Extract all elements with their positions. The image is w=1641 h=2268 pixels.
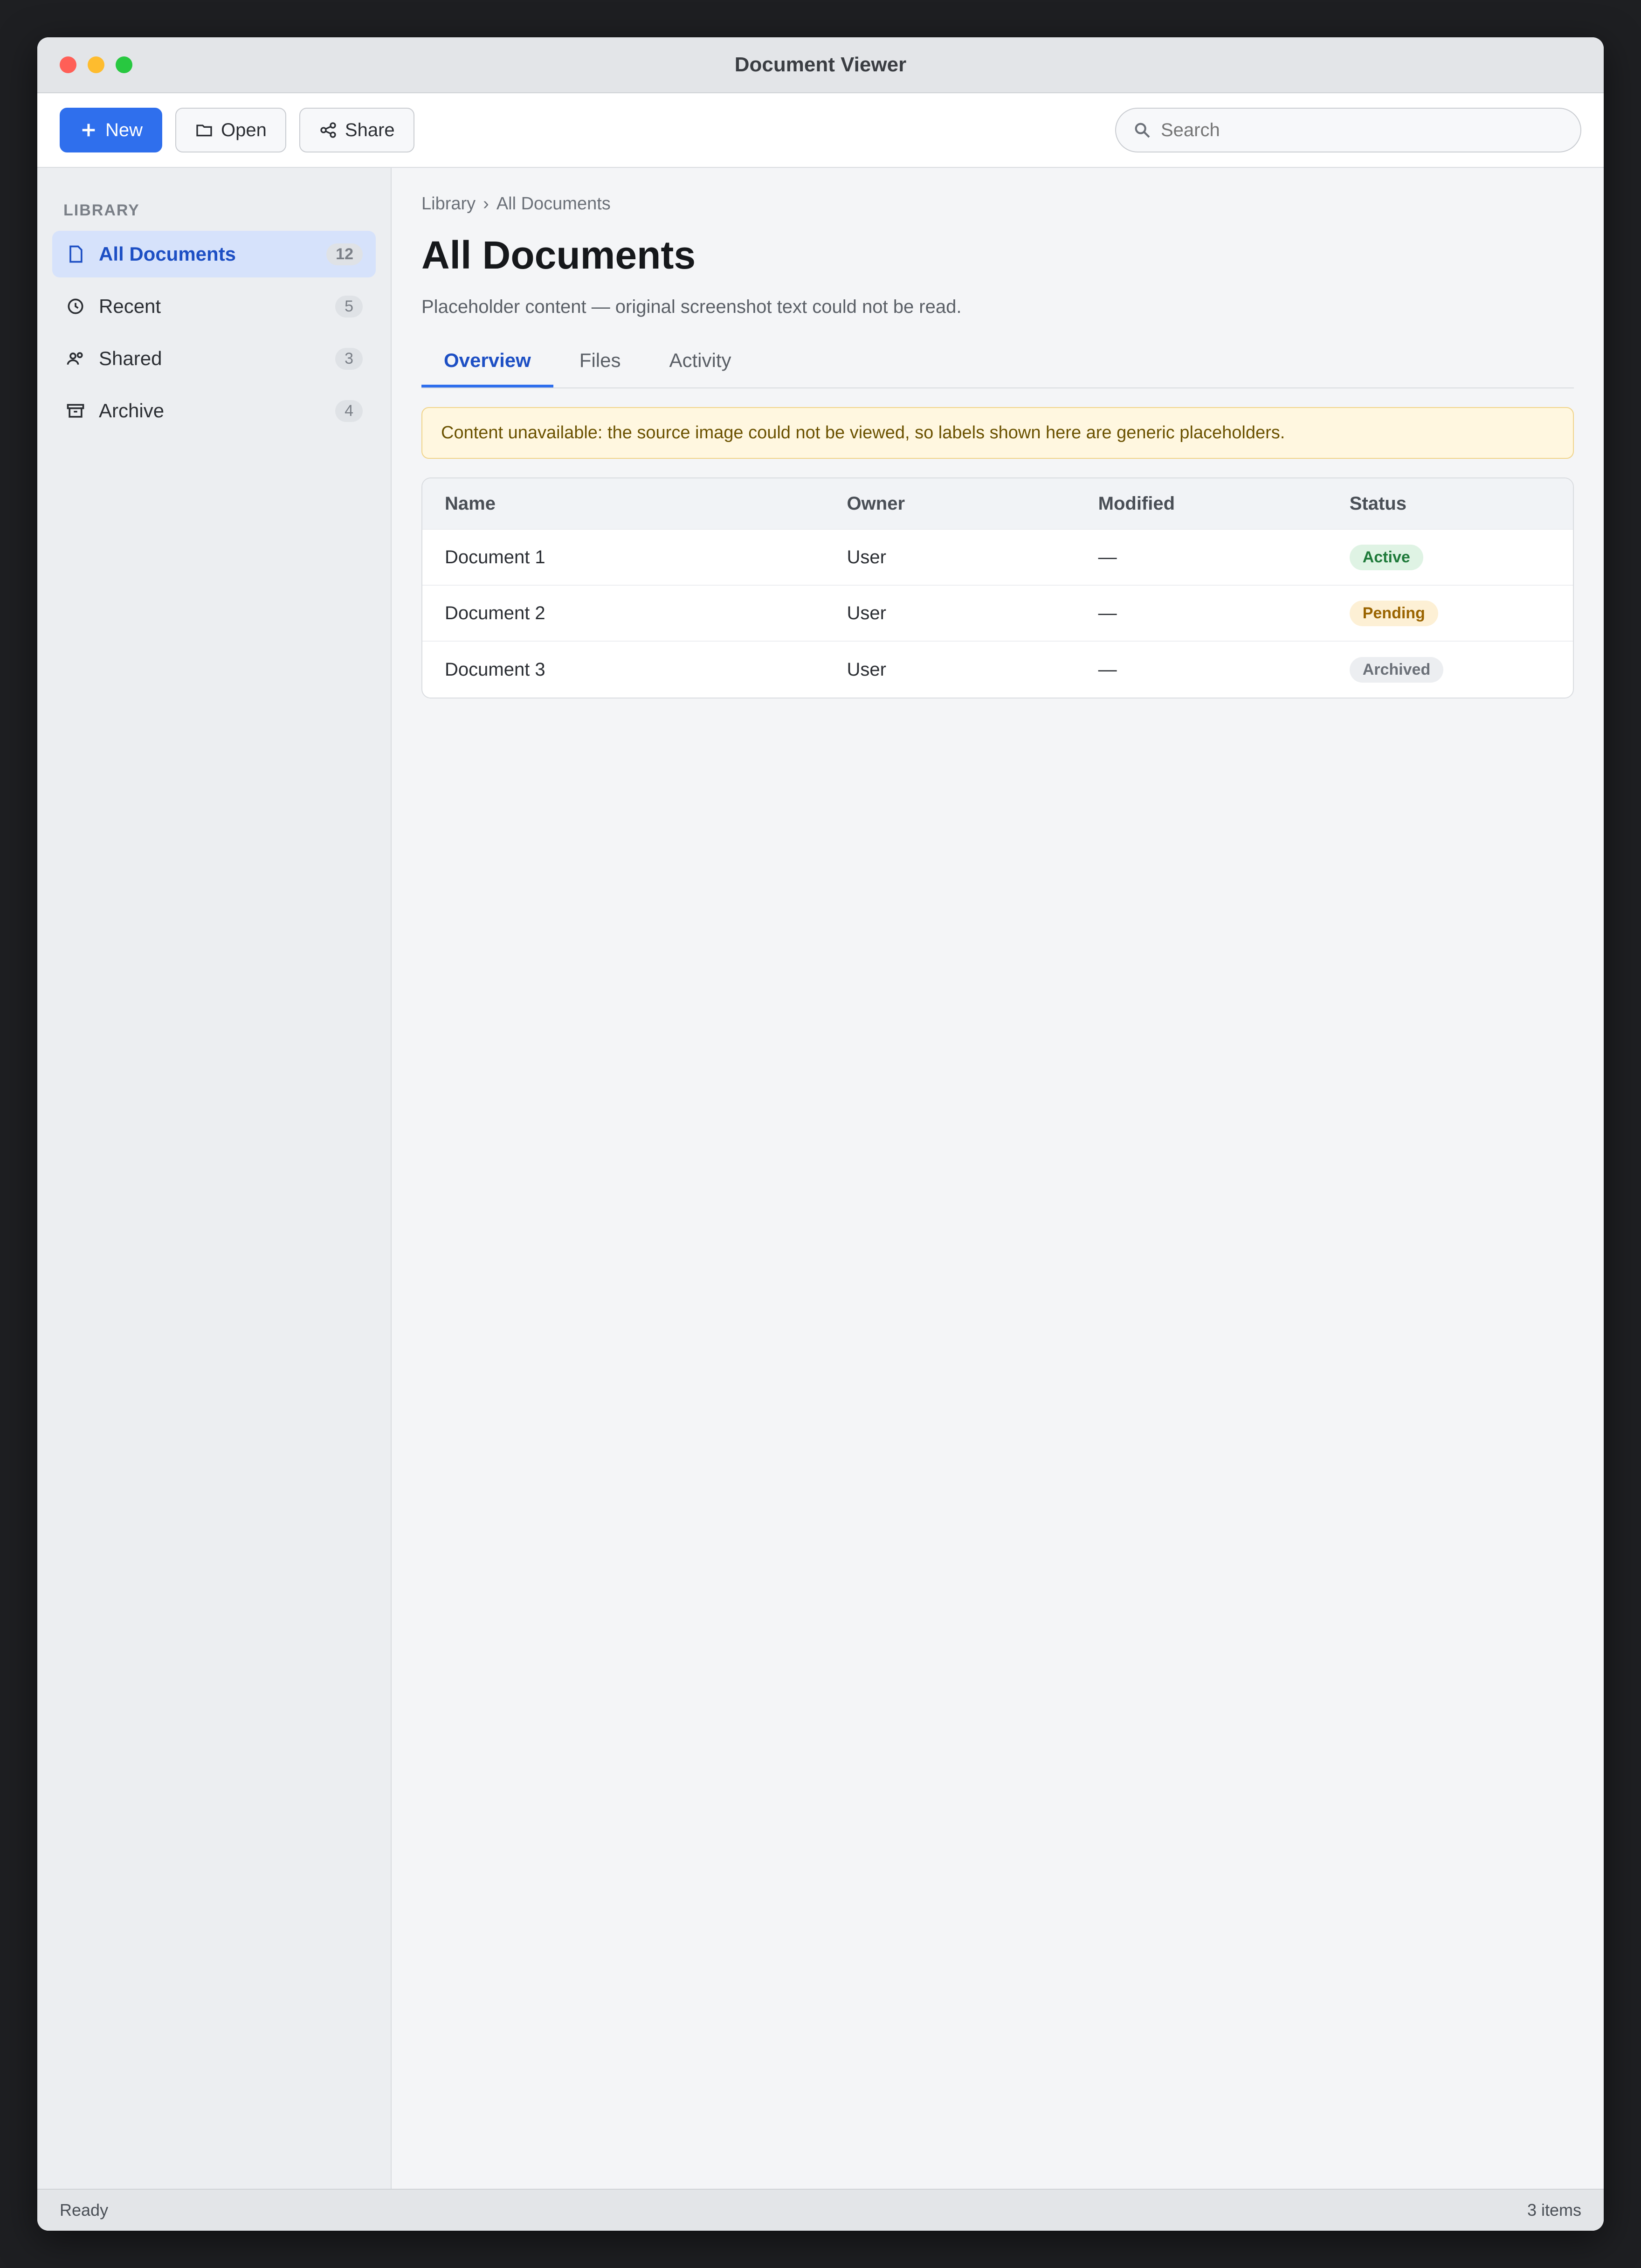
sidebar-item-count: 3: [335, 348, 363, 370]
notice-banner: Content unavailable: the source image could not be viewed, so labels shown here are generic placeholders.: [421, 407, 1574, 459]
toolbar: [37, 93, 1604, 168]
window-title: Document Viewer: [734, 53, 907, 76]
sidebar-item-shared[interactable]: [52, 335, 376, 382]
search-input[interactable]: [1161, 120, 1564, 141]
sidebar: [37, 168, 392, 2189]
close-window-button[interactable]: [60, 56, 76, 73]
cell-name: Document 1: [445, 546, 545, 567]
table-row[interactable]: [422, 530, 1573, 586]
documents-table: [421, 477, 1574, 698]
tab-activity[interactable]: Activity: [669, 349, 731, 371]
window-controls: [60, 56, 132, 73]
maximize-window-button[interactable]: [116, 56, 132, 73]
users-icon: [65, 348, 86, 369]
cell-modified: —: [1098, 602, 1117, 623]
column-header[interactable]: Status: [1349, 493, 1407, 514]
status-text: Ready: [60, 2200, 109, 2220]
cell-name: Document 2: [445, 602, 545, 623]
sidebar-item-label: Shared: [99, 347, 162, 369]
open-button-label: Open: [221, 119, 267, 140]
minimize-window-button[interactable]: [88, 56, 104, 73]
cell-modified: —: [1098, 659, 1117, 680]
table-row[interactable]: [422, 642, 1573, 698]
sidebar-item-label: Archive: [99, 400, 165, 422]
status-badge: Archived: [1350, 657, 1444, 683]
sidebar-item-label: All Documents: [99, 243, 236, 265]
share-button[interactable]: [299, 108, 414, 152]
cell-modified: —: [1098, 546, 1117, 567]
main-panel: [392, 168, 1604, 2189]
column-header[interactable]: Owner: [847, 493, 905, 514]
content-area: [37, 168, 1604, 2189]
new-button-label: New: [105, 119, 143, 140]
column-header[interactable]: Name: [445, 493, 496, 514]
tab-bar: [421, 336, 1574, 388]
sidebar-item-count: 12: [326, 243, 363, 265]
tab-overview[interactable]: Overview: [421, 336, 553, 387]
table-row[interactable]: [422, 586, 1573, 642]
cell-owner: User: [847, 602, 886, 623]
status-bar: [37, 2189, 1604, 2231]
search-box: [1115, 108, 1581, 152]
table-header-row: [422, 478, 1573, 530]
open-button[interactable]: [175, 108, 286, 152]
breadcrumb: [421, 194, 1574, 214]
cell-owner: User: [847, 546, 886, 567]
document-icon: [65, 244, 86, 264]
new-button[interactable]: [60, 108, 162, 152]
column-header[interactable]: Modified: [1098, 493, 1175, 514]
status-badge: Pending: [1350, 601, 1438, 626]
breadcrumb-item: All Documents: [496, 194, 611, 214]
archive-icon: [65, 401, 86, 421]
app-window: [37, 37, 1604, 2231]
share-button-label: Share: [345, 119, 395, 140]
plus-icon: [79, 121, 98, 139]
search-icon: [1133, 121, 1151, 139]
clock-icon: [65, 296, 86, 317]
status-badge: Active: [1350, 545, 1423, 570]
sidebar-item-recent[interactable]: [52, 283, 376, 330]
item-count: 3 items: [1527, 2200, 1581, 2220]
breadcrumb-separator-icon: ›: [483, 194, 489, 214]
breadcrumb-item[interactable]: Library: [421, 194, 476, 214]
cell-name: Document 3: [445, 659, 545, 680]
share-icon: [319, 121, 338, 139]
sidebar-heading: LIBRARY: [63, 201, 140, 219]
page-subtitle: Placeholder content — original screenshot text could not be read.: [421, 297, 962, 317]
sidebar-item-count: 5: [335, 296, 363, 318]
page-title: All Documents: [421, 233, 696, 277]
sidebar-item-archive[interactable]: [52, 387, 376, 434]
sidebar-item-label: Recent: [99, 295, 161, 317]
cell-owner: User: [847, 659, 886, 680]
tab-files[interactable]: Files: [579, 349, 621, 371]
folder-icon: [195, 121, 214, 139]
sidebar-item-count: 4: [335, 400, 363, 422]
sidebar-item-all[interactable]: [52, 231, 376, 277]
title-bar: [37, 37, 1604, 93]
